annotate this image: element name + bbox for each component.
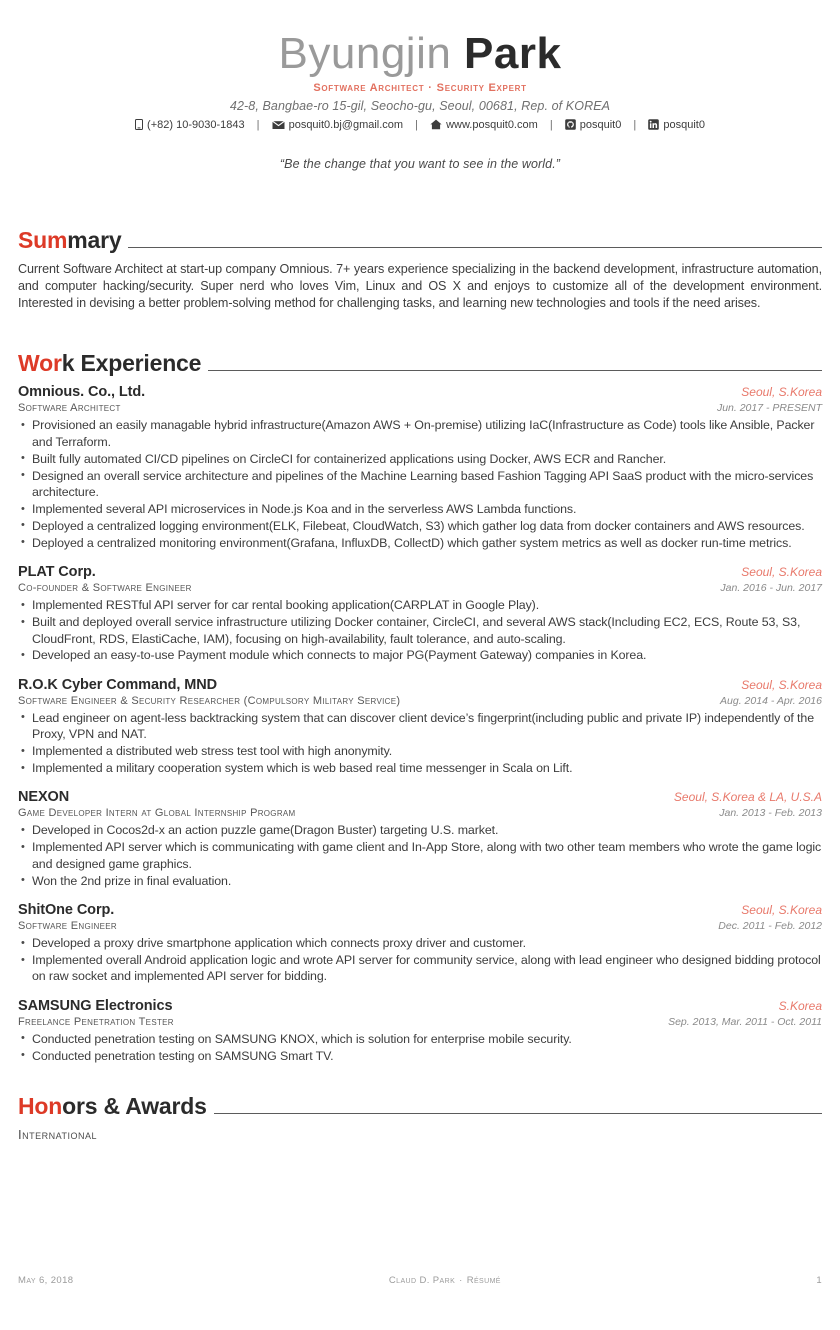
linkedin-icon — [648, 119, 659, 130]
work-entry — [18, 789, 822, 889]
contact-separator: | — [549, 119, 553, 131]
header-quote: “Be the change that you want to see in the world.” — [279, 157, 561, 172]
contact-github[interactable] — [565, 119, 622, 131]
footer-page-number: 1 — [816, 1275, 822, 1286]
list-item: • Designed an overall service architecture and pipelines of the Machine Learning based Fashion Tagging API SaaS product with the micro-services architecture. — [18, 468, 822, 501]
work-title-highlight: Wor — [18, 350, 62, 377]
section-divider — [208, 370, 822, 371]
work-entry-header — [18, 677, 822, 693]
work-entry-location: S.Korea — [778, 998, 822, 1013]
contact-email-text: posquit0.bj@gmail.com — [288, 119, 404, 132]
work-entry-organization: PLAT Corp. — [18, 564, 96, 581]
summary-title-highlight: Sum — [18, 227, 68, 254]
header-subtitle — [18, 82, 822, 94]
work-entry-organization: R.O.K Cyber Command, MND — [18, 676, 218, 693]
list-item: • Conducted penetration testing on SAMSUNG KNOX, which is solution for enterprise mobile security. — [18, 1031, 822, 1047]
work-entry-date: Jun. 2017 - PRESENT — [716, 402, 822, 415]
work-entry-bullets — [18, 597, 822, 664]
work-entry-subheader — [18, 695, 822, 707]
honors-title-rest: ors & Awards — [62, 1093, 207, 1120]
work-entry-date: Sep. 2013, Mar. 2011 - Oct. 2011 — [668, 1015, 822, 1028]
work-experience-section — [18, 351, 822, 1064]
work-entry-bullets — [18, 822, 822, 889]
address-line: 42-8, Bangbae-ro 15-gil, Seocho-gu, Seoul, 00681, Rep. of KOREA — [229, 99, 611, 113]
work-entry-title: Freelance Penetration Tester — [18, 1015, 174, 1028]
page-footer — [18, 1275, 822, 1286]
footer-author: Claud D. Park — [388, 1275, 456, 1286]
resume-header — [18, 0, 822, 171]
work-entry-subheader — [18, 582, 822, 594]
work-section-head — [18, 351, 822, 375]
summary-title-rest: mary — [67, 227, 122, 254]
footer-doc-type: Résumé — [466, 1275, 501, 1286]
list-item: • Implemented a distributed web stress test tool with high anonymity. — [18, 743, 822, 759]
work-entry-bullets — [18, 417, 822, 551]
work-entry-location: Seoul, S.Korea — [741, 385, 822, 400]
contact-separator: | — [256, 119, 260, 131]
work-entry — [18, 998, 822, 1064]
contact-website[interactable] — [430, 119, 538, 131]
github-icon — [565, 119, 576, 130]
work-entry — [18, 902, 822, 985]
work-entry-title: Software Engineer & Security Researcher (Compulsory Military Service) — [18, 694, 401, 707]
list-item: • Built and deployed overall service infrastructure utilizing Docker container, CircleCI, and several AWS stack(Including EC2, ECS, Route 53, S3, CloudFront, RDS, ElastiCache, IAM), focusing on high-availability, fault tolerance, and auto-scaling. — [18, 614, 822, 647]
work-entry-bullets — [18, 710, 822, 777]
envelope-icon — [272, 120, 285, 130]
honors-title-highlight: Hon — [18, 1093, 63, 1120]
honors-awards-section — [18, 1094, 822, 1142]
subtitle-left: Software Architect — [313, 82, 425, 94]
work-entry-subheader — [18, 920, 822, 932]
work-entry-date: Jan. 2013 - Feb. 2013 — [719, 807, 822, 820]
honors-subheading: International — [18, 1127, 97, 1143]
work-entry-header — [18, 789, 822, 805]
contact-github-text: posquit0 — [579, 119, 622, 132]
work-entry-organization: Omnious. Co., Ltd. — [18, 384, 146, 401]
summary-section-title — [18, 228, 121, 252]
contact-website-text: www.posquit0.com — [446, 119, 538, 132]
work-entry-header — [18, 902, 822, 918]
list-item: • Deployed a centralized logging environment(ELK, Filebeat, CloudWatch, S3) which gather log data from docker containers and AWS resources. — [18, 518, 822, 534]
list-item: • Implemented overall Android application logic and wrote API server for community service, along with lead engineer who designed bidding protocol on raw socket and implemented API server for bidding. — [18, 952, 822, 985]
work-entry-bullets — [18, 1031, 822, 1064]
work-entry-location: Seoul, S.Korea — [741, 565, 822, 580]
work-entry-location: Seoul, S.Korea — [741, 903, 822, 918]
summary-section — [18, 228, 822, 311]
work-title-rest: k Experience — [61, 350, 202, 377]
work-entry-organization: SAMSUNG Electronics — [18, 997, 173, 1014]
work-entry-organization: NEXON — [18, 789, 70, 806]
work-entry-title: Co-founder & Software Engineer — [18, 582, 192, 595]
subtitle-separator: · — [428, 82, 433, 94]
honors-section-title — [18, 1094, 207, 1118]
work-entry-subheader — [18, 1016, 822, 1028]
work-entry-title: Software Engineer — [18, 920, 117, 933]
summary-body: Current Software Architect at start-up company Omnious. 7+ years experience specializing in the backend development, infrastructure automation, and computer hacking/security. Super nerd who loves Vim, Linux and OS X and enjoys to customize all of the development environment. Interested in devising a better problem-solving method for challenging tasks, and learning new technologies and tools if the need arises. — [18, 262, 822, 310]
first-name: Byungjin — [278, 29, 452, 78]
list-item: • Developed in Cocos2d-x an action puzzle game(Dragon Buster) targeting U.S. market. — [18, 822, 822, 838]
footer-separator: · — [459, 1275, 463, 1286]
page-title — [18, 28, 822, 80]
summary-section-head — [18, 228, 822, 252]
mobile-phone-icon — [135, 119, 143, 130]
footer-date: May 6, 2018 — [18, 1275, 74, 1286]
list-item: • Lead engineer on agent-less backtracking system that can discover client device’s fingerprint(including public and private IP) independently of the Proxy, VPN and NAT. — [18, 710, 822, 743]
work-entry — [18, 384, 822, 551]
list-item: • Built fully automated CI/CD pipelines on CircleCI for containerized applications using Docker, AWS ECR and Rancher. — [18, 451, 822, 467]
work-entry-header — [18, 384, 822, 400]
honors-section-head — [18, 1094, 822, 1118]
work-entry — [18, 564, 822, 664]
section-divider — [128, 247, 822, 248]
list-item: • Developed an easy-to-use Payment module which connects to major PG(Payment Gateway) companies in Korea. — [18, 647, 822, 663]
work-entry-bullets — [18, 935, 822, 985]
list-item: • Developed a proxy drive smartphone application which connects proxy driver and customer. — [18, 935, 822, 951]
work-entry-header — [18, 564, 822, 580]
footer-center — [73, 1275, 816, 1286]
work-entry-location: Seoul, S.Korea & LA, U.S.A — [673, 790, 822, 805]
contact-separator: | — [633, 119, 637, 131]
contact-line — [18, 119, 822, 131]
contact-linkedin[interactable] — [648, 119, 705, 131]
contact-email[interactable] — [272, 119, 404, 131]
work-entry-organization: ShitOne Corp. — [18, 902, 115, 919]
home-icon — [430, 119, 442, 130]
work-entry-subheader — [18, 402, 822, 414]
work-section-title — [18, 351, 201, 375]
list-item: • Implemented API server which is communicating with game client and In-App Store, along with two other team members who wrote the game logic and designed game graphics. — [18, 839, 822, 872]
contact-separator: | — [415, 119, 418, 131]
work-entry-date: Dec. 2011 - Feb. 2012 — [718, 920, 822, 933]
work-entry-header — [18, 998, 822, 1014]
last-name: Park — [464, 29, 562, 78]
work-entry-subheader — [18, 807, 822, 819]
work-entry-title: Software Architect — [18, 402, 121, 415]
contact-phone[interactable] — [135, 119, 245, 131]
work-entry — [18, 677, 822, 777]
work-entry-date: Jan. 2016 - Jun. 2017 — [720, 582, 822, 595]
subtitle-right: Security Expert — [436, 82, 527, 94]
list-item: • Implemented a military cooperation system which is web based real time messenger in Scala on Lift. — [18, 760, 822, 776]
list-item: • Provisioned an easily managable hybrid infrastructure(Amazon AWS + On-premise) utilizing IaC(Infrastructure as Code) tools like Ansible, Packer and Terraform. — [18, 417, 822, 450]
list-item: • Implemented several API microservices in Node.js Koa and in the serverless AWS Lambda functions. — [18, 501, 822, 517]
work-entry-title: Game Developer Intern at Global Internship Program — [18, 807, 296, 820]
list-item: • Conducted penetration testing on SAMSUNG Smart TV. — [18, 1048, 822, 1064]
list-item: • Deployed a centralized monitoring environment(Grafana, InfluxDB, CollectD) which gather system metrics as well as docker run-time metrics. — [18, 535, 822, 551]
work-entry-date: Aug. 2014 - Apr. 2016 — [720, 694, 822, 707]
section-divider — [214, 1113, 822, 1114]
contact-linkedin-text: posquit0 — [663, 119, 705, 132]
list-item: • Implemented RESTful API server for car rental booking application(CARPLAT in Google Play). — [18, 597, 822, 613]
work-entry-location: Seoul, S.Korea — [741, 677, 822, 692]
contact-phone-text: (+82) 10-9030-1843 — [147, 119, 245, 132]
list-item: • Won the 2nd prize in final evaluation. — [18, 873, 822, 889]
